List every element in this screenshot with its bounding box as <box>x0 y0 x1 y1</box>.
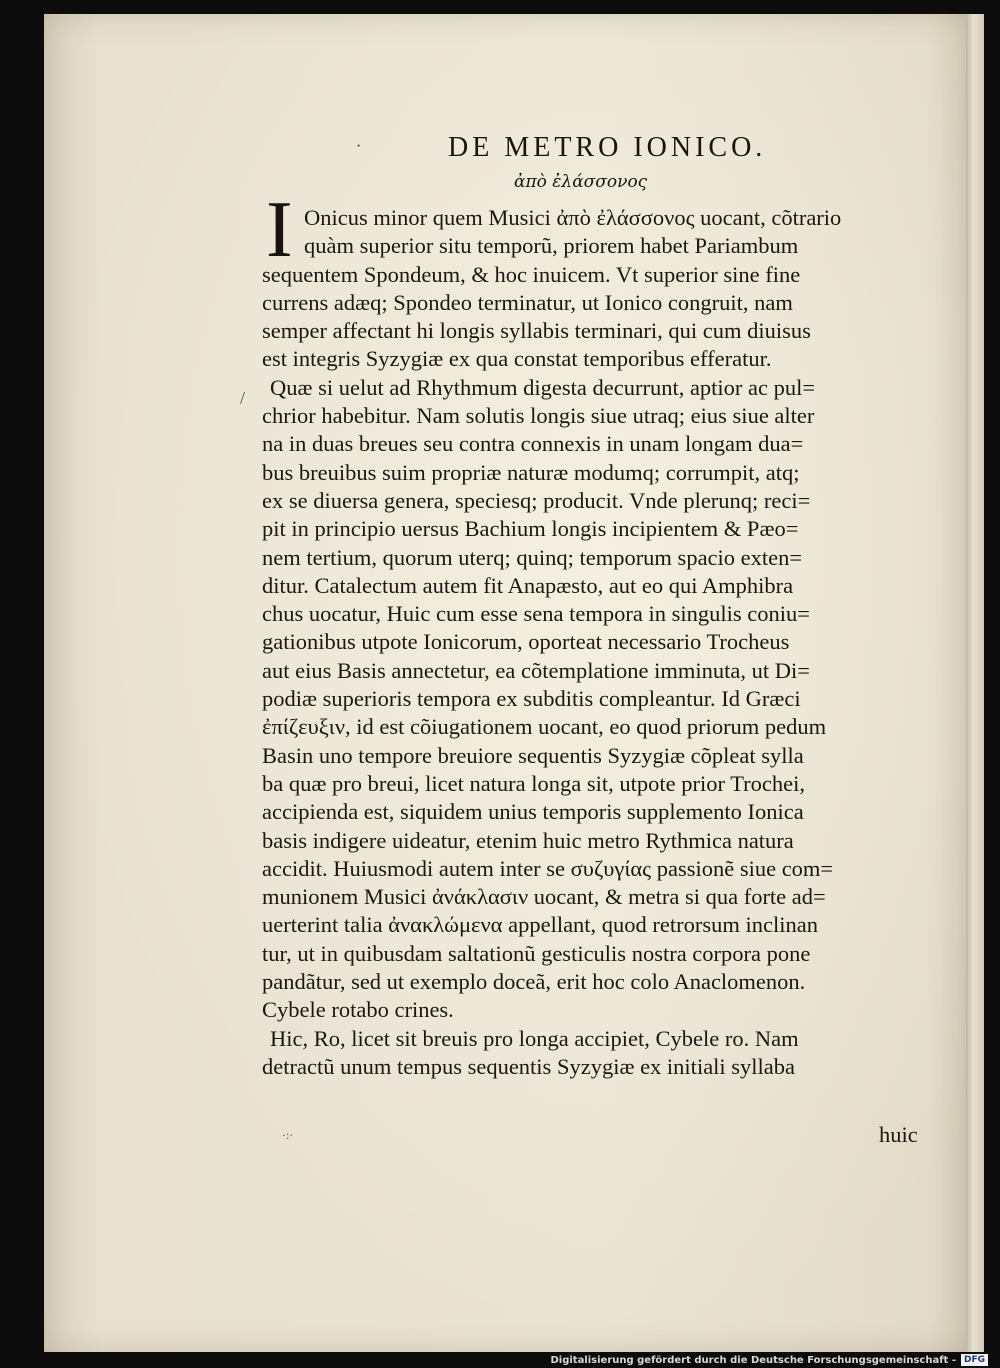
text-line: est integris Syzygiæ ex qua constat temporibus efferatur. <box>262 346 772 372</box>
text-line: nem tertium, quorum uterq; quinq; temporum spacio exten= <box>262 544 803 570</box>
credit-text: Digitalisierung gefördert durch die Deutsche Forschungsgemeinschaft - <box>550 1354 956 1366</box>
text-line: Hic, Ro, licet sit breuis pro longa accipiet, Cybele ro. Nam <box>270 1025 799 1051</box>
drop-cap: I <box>266 186 293 274</box>
text-line: currens adæq; Spondeo terminatur, ut Ionico congruit, nam <box>262 289 793 315</box>
text-line: bus breuibus suim propriæ naturæ modumq; corrumpit, atq; <box>262 459 800 485</box>
dfg-logo: DFG <box>961 1354 988 1366</box>
text-line: podiæ superioris tempora ex subditis compleantur. Id Græci <box>262 686 801 712</box>
text-line: na in duas breues seu contra connexis in unam longam dua= <box>262 431 804 457</box>
text-line: chus uocatur, Huic cum esse sena tempora in singulis coniu= <box>262 601 810 627</box>
text-line: Onicus minor quem Musici ἀπὸ ἐλάσσονος uocant, cõtrario <box>304 205 842 230</box>
digitization-credit <box>550 1354 988 1366</box>
text-line: Basin uno tempore breuiore sequentis Syzygiæ cõpleat sylla <box>262 742 804 768</box>
text-line: accidit. Huiusmodi autem inter se συζυγίας passionẽ siue com= <box>262 855 834 881</box>
text-line: aut eius Basis annectetur, ea cõtemplatione imminuta, ut Di= <box>262 657 810 683</box>
text-line: ex se diuersa genera, speciesq; producit. Vnde plerunq; reci= <box>262 487 811 513</box>
signature-marks: ·:· <box>282 1128 294 1142</box>
running-head: DE METRO IONICO. <box>448 132 767 163</box>
ornament-mark: · <box>356 138 362 155</box>
text-line: Cybele rotabo crines. <box>262 997 454 1023</box>
text-line: ba quæ pro breui, licet natura longa sit, utpote prior Trochei, <box>262 770 806 796</box>
text-line: chrior habebitur. Nam solutis longis siue utraq; eius siue alter <box>262 403 815 429</box>
catchword: huic <box>879 1122 918 1147</box>
text-line: detractũ unum tempus sequentis Syzygiæ ex initiali syllaba <box>262 1053 796 1079</box>
text-line: Quæ si uelut ad Rhythmum digesta decurrunt, aptior ac pul= <box>270 374 816 400</box>
text-line: ditur. Catalectum autem fit Anapæsto, aut eo qui Amphibra <box>262 572 794 598</box>
text-line: munionem Musici ἀνάκλασιν uocant, & metra si qua forte ad= <box>262 884 826 910</box>
text-line: semper affectant hi longis syllabis terminari, qui cum diuisus <box>262 318 811 344</box>
page-edge <box>966 14 984 1352</box>
text-line: ἐπίζευξιν, id est cõiugationem uocant, eo quod priorum pedum <box>262 714 827 740</box>
text-line: pit in principio uersus Bachium longis incipientem & Pæo= <box>262 516 799 542</box>
text-line: basis indigere uideatur, etenim huic metro Rythmica natura <box>262 827 794 853</box>
margin-mark: / <box>240 388 246 408</box>
text-line: gationibus utpote Ionicorum, oporteat necessario Trocheus <box>262 629 790 655</box>
text-line: sequentem Spondeum, & hoc inuicem. Vt superior sine fine <box>262 261 801 287</box>
body-text <box>262 204 938 1081</box>
text-line: uerterint talia ἀνακλώμενα appellant, quod retrorsum inclinan <box>262 912 819 938</box>
greek-subheading: ἀπὸ ἐλάσσονος <box>514 172 648 192</box>
text-line: tur, ut in quibusdam saltationũ gesticulis nostra corpora pone <box>262 940 811 966</box>
text-line: accipienda est, siquidem unius temporis supplemento Ionica <box>262 799 804 825</box>
text-line: quàm superior situ temporũ, priorem habet Pariambum <box>304 233 799 259</box>
text-line: pandãtur, sed ut exemplo doceã, erit hoc colo Anaclomenon. <box>262 969 806 995</box>
